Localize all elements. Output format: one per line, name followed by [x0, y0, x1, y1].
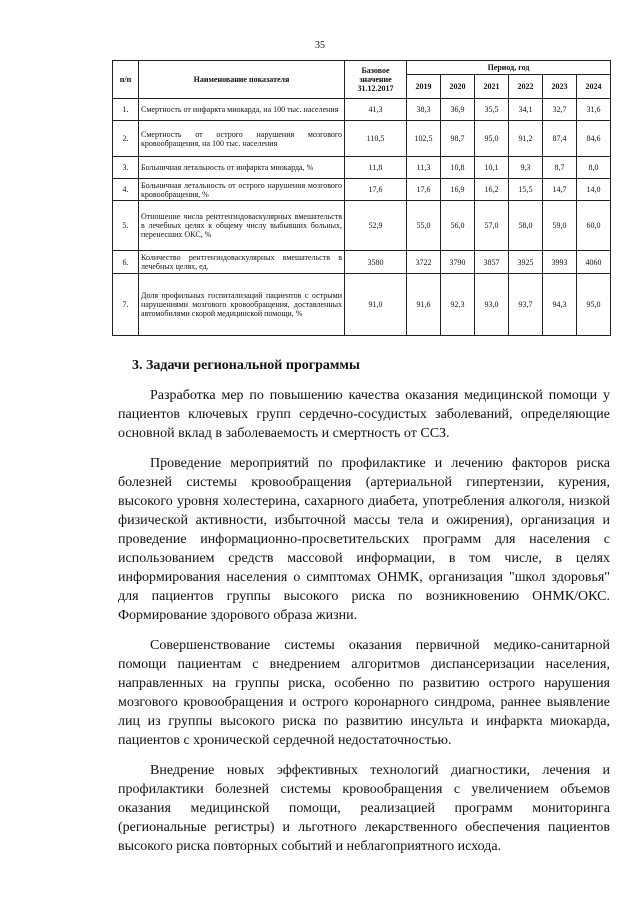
row-value: 32,7	[543, 99, 577, 121]
row-name: Больничная летальность от инфаркта миокарда, %	[139, 157, 345, 179]
table-row	[113, 201, 611, 251]
body-text	[118, 386, 610, 867]
paragraph: Внедрение новых эффективных технологий диагностики, лечения и профилактики болезней системы кровообращения с увеличением объемов оказания медицинской помощи, реализацией программ мониторинга (региональные регистры) и льготного лекарственного обеспечения пациентов высокого риска повторных событий и неблагоприятного исхода.	[118, 763, 610, 854]
header-period: Период, год	[407, 61, 611, 75]
row-value: 9,3	[509, 157, 543, 179]
header-num: п/п	[113, 61, 139, 99]
row-value: 14,7	[543, 179, 577, 201]
row-value: 55,0	[407, 201, 441, 251]
header-year: 2024	[577, 75, 611, 99]
header-year: 2020	[441, 75, 475, 99]
row-base: 3580	[345, 251, 407, 274]
row-value: 56,0	[441, 201, 475, 251]
row-base: 17,6	[345, 179, 407, 201]
row-name: Отношение числа рентгенэндоваскулярных вмешательств в лечебных целях к общему числу выбывших больных, перенесших ОКС, %	[139, 201, 345, 251]
row-name: Больничная летальность от острого нарушения мозгового кровообращения, %	[139, 179, 345, 201]
row-value: 31,6	[577, 99, 611, 121]
row-value: 16,2	[475, 179, 509, 201]
paragraph: Проведение мероприятий по профилактике и лечению факторов риска болезней системы кровообращения (артериальной гипертензии, курения, высокого уровня холестерина, сахарного диабета, употребления алкоголя, низкой физической активности, избыточной массы тела и ожирения), организация и проведение информационно-просветительских программ для населения с использованием средств массовой информации, в том числе, в целях информирования населения о симптомах ОНМК, организация "школ здоровья" для пациентов группы высокого риска по возникновению ОНМК/ОКС. Формирование здорового образа жизни.	[118, 456, 610, 623]
row-value: 4060	[577, 251, 611, 274]
row-num: 5.	[113, 201, 139, 251]
row-value: 87,4	[543, 121, 577, 157]
row-value: 95,0	[475, 121, 509, 157]
row-value: 102,5	[407, 121, 441, 157]
table-row	[113, 179, 611, 201]
row-value: 8,7	[543, 157, 577, 179]
row-num: 1.	[113, 99, 139, 121]
row-num: 2.	[113, 121, 139, 157]
row-value: 84,6	[577, 121, 611, 157]
row-num: 7.	[113, 274, 139, 336]
table-row	[113, 99, 611, 121]
row-value: 91,6	[407, 274, 441, 336]
row-value: 94,3	[543, 274, 577, 336]
header-name: Наименование показателя	[139, 61, 345, 99]
row-value: 17,6	[407, 179, 441, 201]
row-value: 3925	[509, 251, 543, 274]
row-value: 10,1	[475, 157, 509, 179]
row-value: 38,3	[407, 99, 441, 121]
row-value: 3857	[475, 251, 509, 274]
row-base: 91,0	[345, 274, 407, 336]
header-year: 2019	[407, 75, 441, 99]
row-value: 59,0	[543, 201, 577, 251]
row-name: Смертность от инфаркта миокарда, на 100 тыс. населения	[139, 99, 345, 121]
row-value: 57,0	[475, 201, 509, 251]
row-value: 60,0	[577, 201, 611, 251]
row-value: 15,5	[509, 179, 543, 201]
row-value: 95,0	[577, 274, 611, 336]
header-year: 2023	[543, 75, 577, 99]
table-row	[113, 251, 611, 274]
row-name: Количество рентгенэндоваскулярных вмешательств в лечебных целях, ед.	[139, 251, 345, 274]
row-value: 14,0	[577, 179, 611, 201]
row-value: 8,0	[577, 157, 611, 179]
row-value: 58,0	[509, 201, 543, 251]
row-value: 92,3	[441, 274, 475, 336]
row-value: 34,1	[509, 99, 543, 121]
paragraph: Совершенствование системы оказания первичной медико-санитарной помощи пациентам с внедрением алгоритмов диспансеризации населения, направленных на группы риска, особенно по развитию острого нарушения мозгового кровообращения и острого коронарного синдрома, раннее выявление лиц из группы высокого риска по развитию инсульта и инфаркта миокарда, пациентов с хронической сердечной недостаточностью.	[118, 638, 610, 748]
row-name: Доля профильных госпитализаций пациентов с острыми нарушениями мозгового кровообращения, доставленных автомобилями скорой медицинской помощи, %	[139, 274, 345, 336]
row-base: 41,3	[345, 99, 407, 121]
row-num: 3.	[113, 157, 139, 179]
header-year: 2022	[509, 75, 543, 99]
indicators-table	[112, 60, 611, 336]
row-value: 16,9	[441, 179, 475, 201]
row-value: 98,7	[441, 121, 475, 157]
row-name: Смертность от острого нарушения мозгового кровообращения, на 100 тыс. населения	[139, 121, 345, 157]
table-row	[113, 274, 611, 336]
row-value: 93,7	[509, 274, 543, 336]
row-value: 10,8	[441, 157, 475, 179]
row-value: 3790	[441, 251, 475, 274]
row-base: 11,8	[345, 157, 407, 179]
row-num: 6.	[113, 251, 139, 274]
table-row	[113, 121, 611, 157]
table-row	[113, 157, 611, 179]
paragraph: Разработка мер по повышению качества оказания медицинской помощи у пациентов ключевых групп сердечно-сосудистых заболеваний, определяющие основной вклад в заболеваемость и смертность от ССЗ.	[118, 388, 610, 441]
row-value: 36,9	[441, 99, 475, 121]
row-value: 3722	[407, 251, 441, 274]
header-year: 2021	[475, 75, 509, 99]
page-number: 35	[315, 40, 325, 51]
row-num: 4.	[113, 179, 139, 201]
section-title: 3. Задачи региональной программы	[132, 358, 360, 373]
row-value: 93,0	[475, 274, 509, 336]
row-base: 110,5	[345, 121, 407, 157]
row-value: 3993	[543, 251, 577, 274]
header-base: Базовое значение 31.12.2017	[345, 61, 407, 99]
row-value: 91,2	[509, 121, 543, 157]
row-base: 52,9	[345, 201, 407, 251]
row-value: 11,3	[407, 157, 441, 179]
row-value: 35,5	[475, 99, 509, 121]
